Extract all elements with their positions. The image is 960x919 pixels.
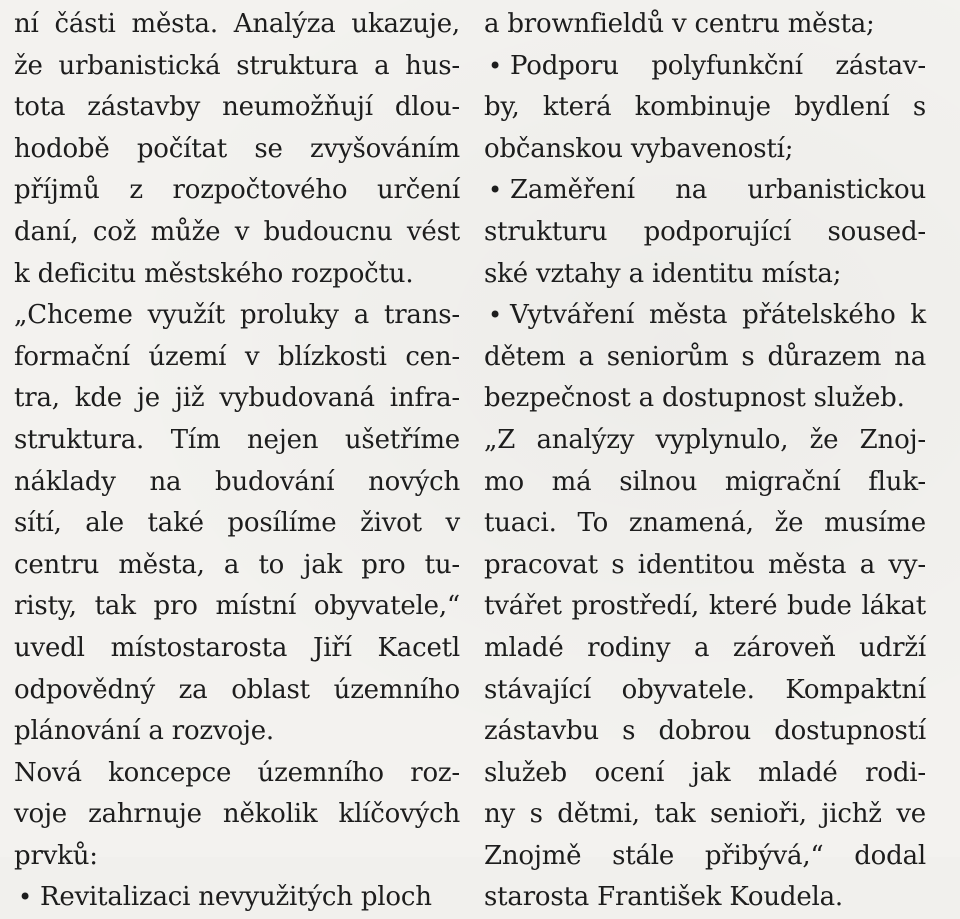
bullet-text: Vytváření města přátelského k	[510, 300, 926, 331]
text-line	[484, 170, 926, 212]
paragraph-analysis	[14, 4, 460, 295]
paragraph-concept	[14, 753, 460, 878]
text-line: formační území v blízkosti cen-	[14, 341, 460, 372]
text-line: odpovědný za oblast územního	[14, 674, 460, 705]
text-line: ské vztahy a identitu místa;	[484, 258, 842, 289]
text-line: strukturu podporující soused-	[484, 216, 926, 247]
text-line: a brownfieldů v centru města;	[484, 9, 875, 39]
paragraph-quote-koudela	[484, 420, 926, 919]
article-column-right	[484, 0, 926, 919]
bullet-text: Zaměření na urbanistickou	[510, 175, 926, 206]
article-column-left	[14, 0, 460, 919]
text-line	[14, 877, 460, 919]
text-line: že urbanistická struktura a hus-	[14, 50, 460, 81]
text-line: služeb ocení jak mladé rodi-	[484, 757, 926, 788]
text-line: zástavbu s dobrou dostupností	[484, 716, 926, 747]
bullet-item-revitalization-cont	[484, 4, 926, 46]
text-line: bezpečnost a dostupnost služeb.	[484, 383, 905, 414]
text-line: uvedl místostarosta Jiří Kacetl	[14, 632, 460, 663]
bullet-item-revitalization	[14, 877, 460, 919]
text-line: voje zahrnuje několik klíčových	[14, 799, 460, 830]
paragraph-quote-kacetl	[14, 295, 460, 753]
text-line: Nová koncepce územního roz-	[14, 757, 460, 788]
text-line: pracovat s identitou města a vy-	[484, 549, 926, 580]
text-line: stávající obyvatele. Kompaktní	[484, 674, 926, 705]
text-line: ní části města. Analýza ukazuje,	[14, 9, 460, 39]
text-line: Znojmě stále přibývá,“ dodal	[484, 840, 926, 871]
text-line: starosta František Koudela.	[484, 882, 843, 913]
text-line: hodobě počítat se zvyšováním	[14, 133, 460, 164]
text-line: občanskou vybaveností;	[484, 133, 794, 164]
bullet-item-urban-structure	[484, 170, 926, 295]
text-line: by, která kombinuje bydlení s	[484, 92, 926, 123]
text-line: mladé rodiny a zároveň udrží	[484, 632, 926, 663]
text-line: tota zástavby neumožňují dlou-	[14, 92, 460, 123]
text-line: tra, kde je již vybudovaná infra-	[14, 383, 460, 414]
text-line: „Chceme využít proluky a trans-	[14, 300, 460, 331]
bullet-item-family-friendly	[484, 295, 926, 420]
bullet-item-polyfunctional	[484, 46, 926, 171]
text-line: prvků:	[14, 840, 98, 871]
text-line: ny s dětmi, tak senioři, jichž ve	[484, 799, 926, 830]
text-line: risty, tak pro místní obyvatele,“	[14, 591, 460, 622]
text-line: dětem a seniorům s důrazem na	[484, 341, 926, 372]
text-line: k deficitu městského rozpočtu.	[14, 258, 414, 289]
text-line: příjmů z rozpočtového určení	[14, 175, 460, 206]
text-line: tuaci. To znamená, že musíme	[484, 508, 926, 539]
text-line: mo má silnou migrační fluk-	[484, 466, 926, 497]
text-line	[484, 295, 926, 337]
text-line: náklady na budování nových	[14, 466, 460, 497]
text-line	[484, 46, 926, 88]
text-line: „Z analýzy vyplynulo, že Znoj-	[484, 424, 926, 455]
text-line: sítí, ale také posílíme život v	[14, 508, 460, 539]
text-line: struktura. Tím nejen ušetříme	[14, 424, 460, 455]
text-line: plánování a rozvoje.	[14, 716, 274, 747]
text-line: centru města, a to jak pro tu-	[14, 549, 460, 580]
text-line: tvářet prostředí, které bude lákat	[484, 591, 926, 622]
bullet-text: Podporu polyfunkční zástav-	[510, 50, 926, 81]
text-line: daní, což může v budoucnu vést	[14, 216, 460, 247]
bullet-text: Revitalizaci nevyužitých ploch	[40, 882, 432, 913]
